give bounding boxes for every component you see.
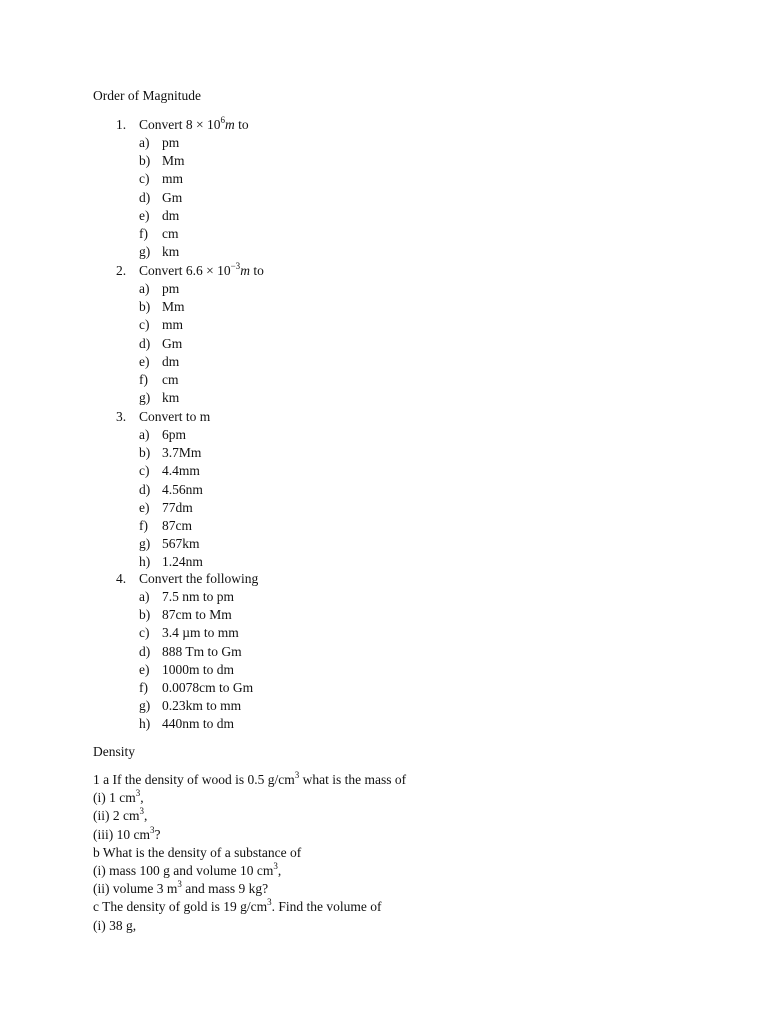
density-text: c The density of gold is 19 g/cm — [93, 899, 268, 915]
item-text: dm — [162, 353, 180, 369]
item-label: b) — [139, 445, 151, 461]
item-text: cm — [162, 225, 179, 241]
item-text: 888 Tm to Gm — [162, 643, 242, 659]
item-label: a) — [139, 281, 150, 297]
item-text: km — [162, 390, 180, 406]
superscript: 3 — [273, 861, 278, 871]
density-line — [93, 917, 136, 935]
item-label: c) — [139, 625, 150, 641]
question-text — [139, 116, 249, 134]
question-suffix: to — [249, 263, 264, 278]
density-text: (ii) 2 cm — [93, 808, 140, 824]
item-text: mm — [162, 317, 184, 333]
density-text: and mass 9 kg? — [181, 881, 269, 897]
unit-symbol: m — [240, 263, 250, 278]
item-text: 4.4mm — [162, 463, 200, 479]
item-label: e) — [139, 661, 150, 677]
exponent: −3 — [230, 261, 241, 271]
item-text: 6pm — [162, 427, 187, 443]
question-prefix: Convert 6.6 × 10 — [139, 263, 231, 278]
item-label: g) — [139, 698, 151, 714]
item-label: e) — [139, 207, 150, 223]
superscript: 3 — [139, 806, 144, 817]
question-text: Convert to m — [139, 409, 211, 424]
item-label: h) — [139, 554, 151, 570]
superscript: 3 — [294, 770, 300, 780]
item-text: 1.24nm — [162, 554, 203, 570]
superscript: 3 — [267, 897, 272, 908]
section-title: Order of Magnitude — [93, 88, 201, 103]
item-text: 4.56nm — [162, 481, 203, 497]
density-line — [93, 862, 281, 880]
item-text: 0.23km to mm — [162, 698, 242, 714]
question-number: 2. — [116, 263, 127, 278]
density-line — [93, 880, 268, 898]
item-text: km — [162, 244, 180, 260]
density-text: what is the mass of — [299, 772, 407, 787]
density-line — [93, 898, 381, 916]
density-line — [93, 826, 161, 844]
item-label: c) — [139, 317, 150, 333]
item-text: Gm — [162, 189, 183, 205]
question-number: 3. — [116, 409, 127, 424]
question-number: 1. — [116, 117, 127, 132]
density-heading: Density — [93, 744, 135, 759]
item-label: g) — [139, 536, 151, 552]
question-text: Convert the following — [139, 571, 259, 586]
item-label: f) — [139, 371, 148, 387]
density-text: , — [144, 808, 148, 824]
item-text: 87cm to Mm — [162, 607, 232, 623]
item-text: 1000m to dm — [162, 661, 235, 677]
item-label: b) — [139, 153, 151, 169]
item-text: Mm — [162, 299, 185, 315]
item-text: mm — [162, 171, 184, 187]
item-label: a) — [139, 135, 150, 151]
item-label: c) — [139, 463, 150, 479]
item-label: g) — [139, 244, 151, 260]
density-text: ? — [154, 826, 161, 842]
item-label: d) — [139, 335, 151, 351]
item-label: b) — [139, 299, 151, 315]
density-line — [93, 844, 301, 862]
item-text: pm — [162, 135, 180, 151]
item-text: pm — [162, 281, 180, 297]
item-text: 3.4 µm to mm — [162, 625, 239, 641]
item-text: Mm — [162, 153, 185, 169]
item-text: 0.0078cm to Gm — [162, 679, 254, 695]
item-text: dm — [162, 207, 180, 223]
unit-symbol: m — [224, 117, 235, 132]
density-line — [93, 771, 406, 789]
density-text: (i) 38 g, — [93, 917, 137, 933]
density-text: , — [277, 863, 282, 878]
item-label: a) — [139, 589, 150, 605]
question-text — [139, 262, 264, 280]
item-label: g) — [139, 390, 151, 406]
item-label: h) — [139, 716, 151, 732]
superscript: 3 — [150, 824, 155, 835]
density-text: , — [140, 790, 144, 806]
item-label: f) — [139, 225, 148, 241]
item-label: f) — [139, 679, 148, 695]
exponent: 6 — [220, 115, 225, 125]
item-label: f) — [139, 517, 148, 533]
item-text: 440nm to dm — [162, 716, 235, 732]
item-label: d) — [139, 643, 151, 659]
superscript: 3 — [135, 788, 141, 799]
item-text: 87cm — [162, 517, 192, 533]
density-text: (iii) 10 cm — [93, 826, 150, 842]
item-text: 7.5 nm to pm — [162, 589, 235, 605]
item-label: e) — [139, 353, 150, 369]
item-label: b) — [139, 607, 151, 623]
item-label: d) — [139, 481, 151, 497]
item-label: a) — [139, 427, 150, 443]
density-text: . Find the volume of — [271, 899, 382, 915]
item-label: c) — [139, 171, 150, 187]
density-line — [93, 807, 147, 825]
density-text: 1 a If the density of wood is 0.5 g/cm — [93, 772, 295, 787]
density-text: b What is the density of a substance of — [93, 844, 302, 860]
item-text: 77dm — [162, 499, 193, 515]
item-label: e) — [139, 499, 150, 515]
item-text: 567km — [162, 536, 200, 552]
density-text: (ii) volume 3 m — [93, 881, 178, 897]
item-label: d) — [139, 189, 151, 205]
density-text: (i) 1 cm — [93, 790, 136, 806]
question-prefix: Convert 8 × 10 — [139, 117, 221, 132]
item-text: 3.7Mm — [162, 445, 202, 461]
item-text: cm — [162, 371, 179, 387]
superscript: 3 — [177, 879, 182, 890]
density-line — [93, 789, 144, 807]
question-number: 4. — [116, 571, 127, 586]
question-suffix: to — [234, 117, 249, 132]
item-text: Gm — [162, 335, 183, 351]
density-text: (i) mass 100 g and volume 10 cm — [93, 863, 274, 878]
